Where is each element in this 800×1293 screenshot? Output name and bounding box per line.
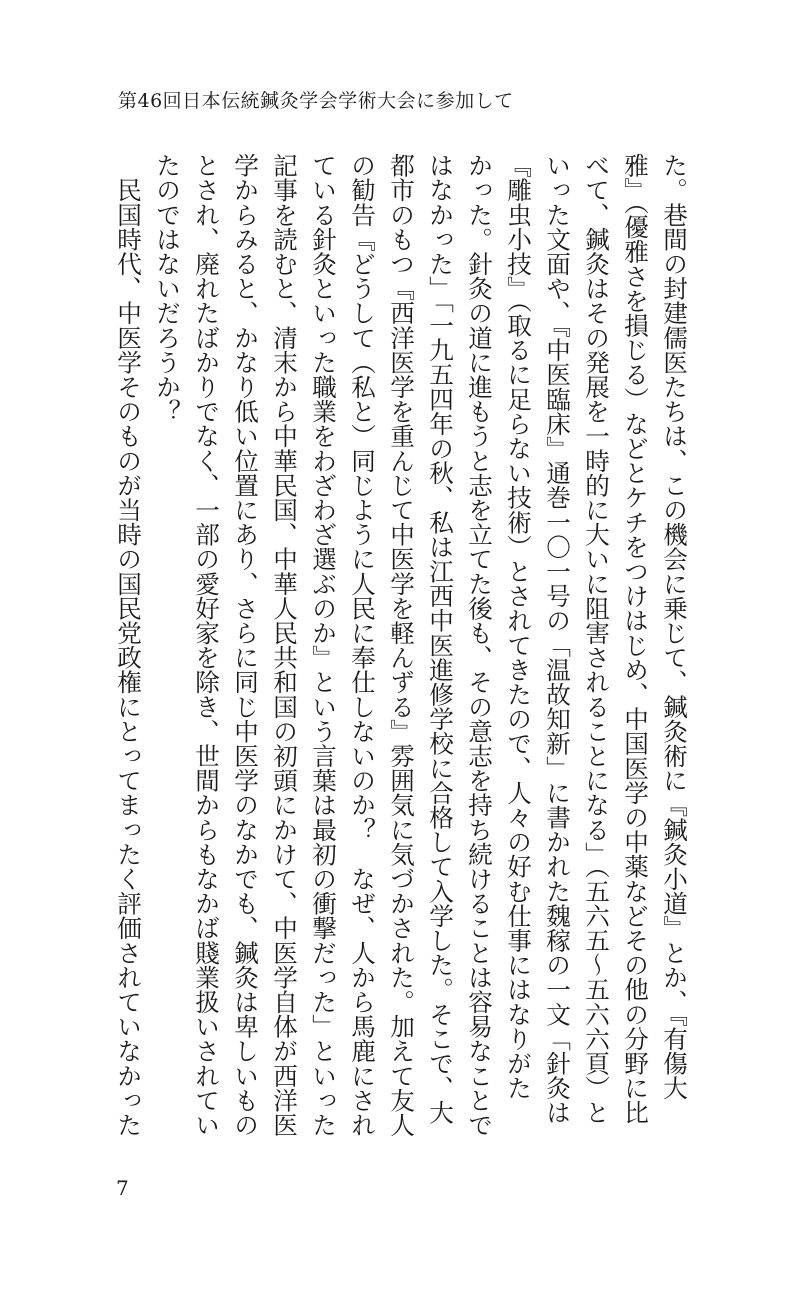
body-text [94,153,694,1143]
text-column: 学からみると、かなり低い位置にあり、さらに同じ中医学のなかでも、鍼灸は卑しいもの [231,153,260,1137]
text-column: ている針灸といった職業をわざわざ選ぶのか』という言葉は最初の衝撃だった」といった [309,153,338,1137]
running-header: 第46回日本伝統鍼灸学会学術大会に参加して [118,90,514,112]
text-column: いった文面や、『中医臨床』通巻一〇一号の「温故知新」に書かれた魏稼の一文「針灸は [543,153,572,1125]
text-column: はなかった」「一九五四年の秋、私は江西中医進修学校に合格して入学した。そこで、大 [426,153,455,1125]
text-column: 『雕虫小技』（取るに足らない技術）とされてきたので、人々の好む仕事にはなりがた [504,153,533,1101]
text-column: 記事を読むと、清末から中華民国、中華人民共和国の初頭にかけて、中医学自体が西洋医 [270,153,299,1137]
text-column: の勧告『どうして（私と）同じように人民に奉仕しないのか？ なぜ、人から馬鹿にされ [348,153,377,1137]
text-column: 雅』（優雅さを損じる）などとケチをつけはじめ、中国医学の中薬などその他の分野に比 [621,153,650,1125]
text-column: 民国時代、中医学そのものが当時の国民党政権にとってまったく評価されていなかった [114,153,143,1137]
text-column: べて、鍼灸はその発展を一時的に大いに阻害されることになる」（五六五～五六六頁）と [582,153,611,1125]
page-number: 7 [116,1176,129,1200]
text-column: たのではないだろうか？ [153,153,182,424]
text-column: た。巷間の封建儒医たちは、この機会に乗じて、鍼灸術に『鍼灸小道』とか、『有傷大 [660,153,689,1101]
text-column: とされ、廃れたばかりでなく、一部の愛好家を除き、世間からもなかば賤業扱いされてい [192,153,221,1137]
text-column: かった。針灸の道に進もうと志を立てた後も、その意志を持ち続けることは容易なことで [465,153,494,1137]
text-column: 都市のもつ『西洋医学を重んじて中医学を軽んずる』雰囲気に気づかされた。加えて友人 [387,153,416,1137]
